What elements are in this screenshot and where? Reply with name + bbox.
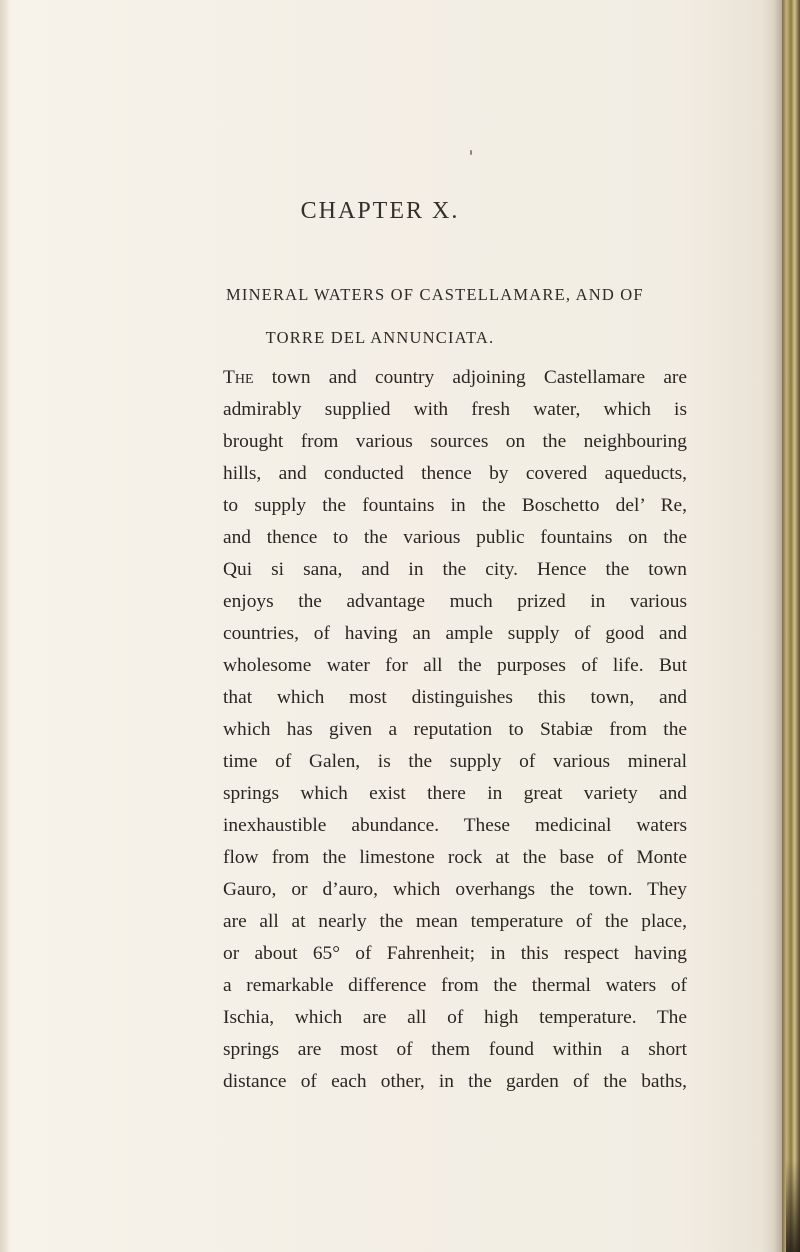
section-title-line-1: MINERAL WATERS OF CASTELLAMARE, AND OF bbox=[226, 285, 644, 304]
body-paragraph bbox=[223, 362, 687, 1098]
body-line: inexhaustible abundance. These medicinal waters bbox=[223, 815, 687, 836]
body-line: Qui si sana, and in the city. Hence the town bbox=[223, 559, 687, 580]
body-line: brought from various sources on the neighbouring bbox=[223, 431, 687, 452]
body-line: and thence to the various public fountains on the bbox=[223, 527, 687, 548]
opening-word: The bbox=[223, 367, 254, 388]
body-line: a remarkable difference from the thermal waters of bbox=[223, 975, 687, 996]
body-line: Ischia, which are all of high temperature. The bbox=[223, 1007, 687, 1028]
spine-dark-corner bbox=[786, 1160, 800, 1252]
chapter-heading: CHAPTER X. bbox=[300, 198, 460, 224]
body-line: that which most distinguishes this town, and bbox=[223, 687, 687, 708]
body-line: The town and country adjoining Castellamare are bbox=[223, 367, 687, 388]
body-line: wholesome water for all the purposes of life. But bbox=[223, 655, 687, 676]
body-line: springs are most of them found within a short bbox=[223, 1039, 687, 1060]
body-line: enjoys the advantage much prized in various bbox=[223, 591, 687, 612]
body-line: which has given a reputation to Stabiæ from the bbox=[223, 719, 687, 740]
body-line: Gauro, or d’auro, which overhangs the town. They bbox=[223, 879, 687, 900]
body-line: to supply the fountains in the Boschetto del’ Re, bbox=[223, 495, 687, 516]
page-left-edge bbox=[0, 0, 10, 1252]
section-title-line-2: TORRE DEL ANNUNCIATA. bbox=[265, 328, 495, 347]
body-line: time of Galen, is the supply of various mineral bbox=[223, 751, 687, 772]
printer-mark bbox=[470, 150, 472, 155]
body-line: are all at nearly the mean temperature of the place, bbox=[223, 911, 687, 932]
book-spine bbox=[782, 0, 800, 1252]
body-line: admirably supplied with fresh water, which is bbox=[223, 399, 687, 420]
body-line: countries, of having an ample supply of good and bbox=[223, 623, 687, 644]
spine-shadow bbox=[762, 0, 782, 1252]
body-line: springs which exist there in great variety and bbox=[223, 783, 687, 804]
body-line: distance of each other, in the garden of the baths, bbox=[223, 1071, 687, 1092]
body-line: or about 65° of Fahrenheit; in this respect having bbox=[223, 943, 687, 964]
body-line: hills, and conducted thence by covered aqueducts, bbox=[223, 463, 687, 484]
body-line: flow from the limestone rock at the base of Monte bbox=[223, 847, 687, 868]
